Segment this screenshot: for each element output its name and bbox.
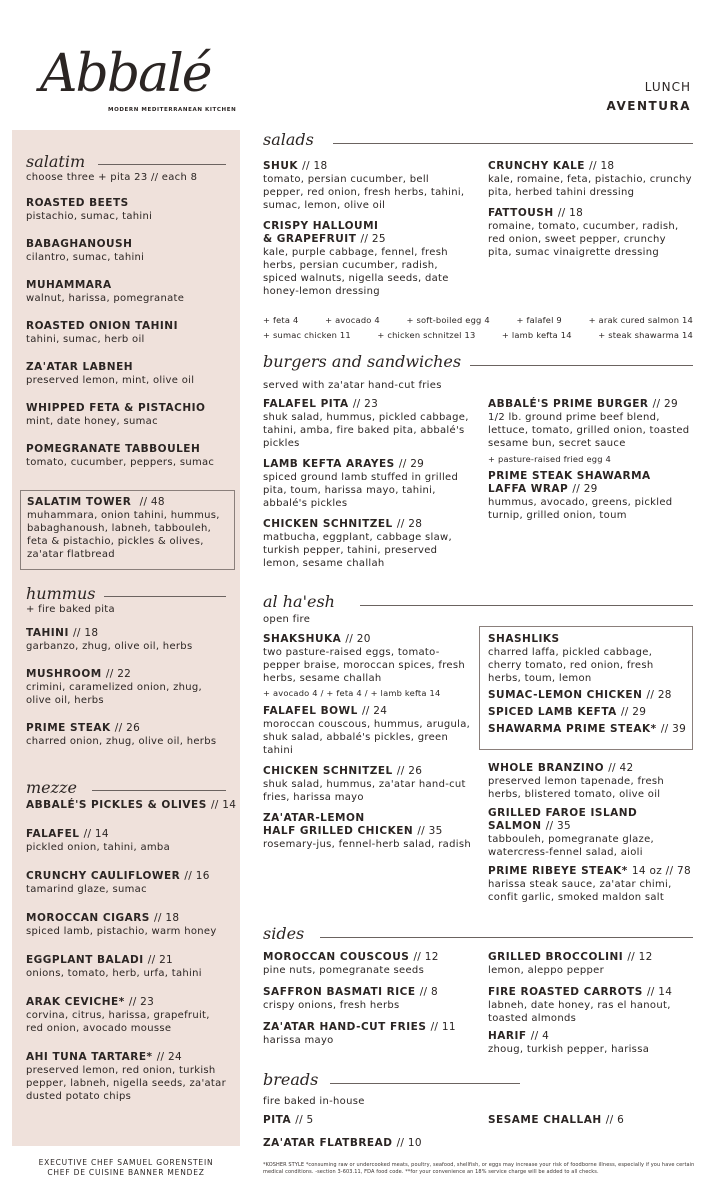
item-title: PRIME RIBEYE STEAK* bbox=[488, 865, 628, 877]
item-price: // 39 bbox=[660, 723, 687, 735]
item-title: SHAWARMA PRIME STEAK* bbox=[488, 723, 657, 735]
item-name bbox=[263, 398, 473, 411]
menu-item bbox=[26, 1051, 231, 1103]
menu-item bbox=[263, 812, 473, 851]
addon: + arak cured salmon 14 bbox=[588, 315, 693, 325]
item-title: LAMB KEFTA ARAYES bbox=[263, 458, 395, 470]
item-desc: moroccan couscous, hummus, arugula, shuk salad, abbalé's pickles, green tahini bbox=[263, 719, 471, 756]
menu-item bbox=[263, 765, 473, 804]
left-panel bbox=[12, 130, 240, 1146]
menu-item bbox=[263, 951, 478, 977]
item-name bbox=[263, 518, 473, 531]
item-name bbox=[263, 951, 478, 964]
item-name bbox=[26, 668, 226, 681]
section-heading-hummus: hummus bbox=[26, 584, 96, 603]
item-price: // 18 bbox=[557, 207, 584, 219]
menu-item bbox=[263, 633, 473, 699]
item-price: // 18 bbox=[154, 912, 180, 924]
meal-name: LUNCH bbox=[644, 80, 691, 94]
shashlik-option bbox=[488, 706, 684, 719]
item-title: SALMON bbox=[488, 820, 542, 832]
item-title: ABBALÉ'S PICKLES & OLIVES bbox=[26, 799, 207, 811]
salatim-section bbox=[26, 152, 226, 469]
item-title: FATTOUSH bbox=[488, 207, 554, 219]
section-heading-alhaesh: al ha'esh bbox=[263, 592, 335, 611]
item-name bbox=[26, 722, 226, 735]
meal-header bbox=[607, 78, 691, 116]
item-title: ARAK CEVICHE* bbox=[26, 996, 125, 1008]
menu-item bbox=[263, 160, 473, 212]
item-title: FALAFEL BOWL bbox=[263, 705, 358, 717]
item-desc: tamarind glaze, sumac bbox=[26, 884, 147, 895]
item-name bbox=[488, 762, 693, 775]
item-name-line2 bbox=[263, 825, 473, 838]
menu-item bbox=[488, 807, 693, 859]
item-name bbox=[263, 765, 473, 778]
section-heading-breads: breads bbox=[263, 1070, 319, 1089]
alhaesh-note: open fire bbox=[263, 614, 311, 625]
item-price: // 24 bbox=[361, 705, 388, 717]
item-title: HALF GRILLED CHICKEN bbox=[263, 825, 414, 837]
menu-item bbox=[26, 799, 237, 812]
item-title: CHICKEN SCHNITZEL bbox=[263, 518, 393, 530]
item-name bbox=[27, 496, 228, 509]
item-desc: shuk salad, hummus, za'atar hand-cut fries, harissa mayo bbox=[263, 779, 466, 803]
item-desc: matbucha, eggplant, cabbage slaw, turkish pepper, tahini, preserved lemon, sesame challah bbox=[263, 532, 453, 569]
item-price: // 14 bbox=[646, 986, 673, 998]
legal-disclaimer: *KOSHER STYLE *consuming raw or undercooked meats, poultry, seafood, shellfish, or eggs may increase your risk of foodborne illness, especially if you have certain medical conditions. -section 3-603.11, FDA food code. **for your convenience an 18% service charge will be added to all checks. bbox=[263, 1162, 695, 1175]
menu-item bbox=[263, 220, 473, 298]
tower-name: SALATIM TOWER bbox=[27, 496, 132, 508]
item-price: // 24 bbox=[156, 1051, 182, 1063]
menu-item bbox=[488, 160, 693, 199]
sides-heading-row bbox=[263, 924, 304, 943]
menu-item bbox=[263, 986, 478, 1012]
shashlik-option bbox=[488, 723, 687, 736]
item-title: SESAME CHALLAH bbox=[488, 1114, 602, 1126]
item-desc: mint, date honey, sumac bbox=[26, 416, 158, 427]
alhaesh-left-col bbox=[263, 633, 473, 851]
item-price: // 21 bbox=[147, 954, 174, 966]
item-name bbox=[26, 799, 237, 812]
item-title: FALAFEL PITA bbox=[263, 398, 349, 410]
item-price: // 29 bbox=[652, 398, 678, 410]
menu-item bbox=[488, 470, 693, 522]
menu-item bbox=[26, 402, 226, 428]
addon: + avocado 4 bbox=[325, 315, 380, 325]
item-name: GRILLED FAROE ISLAND bbox=[488, 807, 638, 819]
menu-item bbox=[263, 518, 473, 570]
item-price: // 22 bbox=[105, 668, 132, 680]
item-title: GRILLED BROCCOLINI bbox=[488, 951, 624, 963]
addon: + chicken schnitzel 13 bbox=[377, 330, 476, 340]
item-title: PITA bbox=[263, 1114, 292, 1126]
item-price: // 12 bbox=[627, 951, 653, 963]
item-name bbox=[263, 705, 473, 718]
item-price: // 26 bbox=[396, 765, 423, 777]
item-name bbox=[488, 1030, 693, 1043]
menu-item bbox=[26, 238, 226, 264]
item-desc: harissa mayo bbox=[263, 1035, 334, 1046]
item-name bbox=[263, 633, 473, 646]
item-desc: charred laffa, pickled cabbage, cherry tomato, red onion, fresh herbs, toum, lemon bbox=[488, 647, 654, 684]
item-name-line2 bbox=[488, 820, 693, 833]
alhaesh-heading-row bbox=[263, 592, 335, 611]
menu-item bbox=[26, 361, 226, 387]
item-title: FALAFEL bbox=[26, 828, 80, 840]
section-heading-mezze: mezze bbox=[26, 778, 77, 797]
item-title: SUMAC-LEMON CHICKEN bbox=[488, 689, 643, 701]
item-desc: tahini, sumac, herb oil bbox=[26, 334, 145, 345]
item-price: // 23 bbox=[128, 996, 155, 1008]
heading-rule bbox=[333, 143, 693, 144]
item-name bbox=[488, 951, 693, 964]
item-desc: pistachio, sumac, tahini bbox=[26, 211, 153, 222]
menu-item bbox=[488, 207, 693, 259]
menu-item bbox=[26, 443, 226, 469]
item-name bbox=[26, 627, 226, 640]
item-price: // 29 bbox=[398, 458, 425, 470]
heading-rule bbox=[98, 164, 226, 165]
item-addon: + avocado 4 / + feta 4 / + lamb kefta 14 bbox=[263, 688, 441, 698]
addon: + feta 4 bbox=[263, 315, 299, 325]
item-name: MUHAMMARA bbox=[26, 279, 112, 291]
breads-heading-row bbox=[263, 1070, 318, 1089]
item-title: HARIF bbox=[488, 1030, 527, 1042]
item-name bbox=[26, 954, 231, 967]
item-title: CHICKEN SCHNITZEL bbox=[263, 765, 393, 777]
menu-item bbox=[488, 865, 693, 904]
menu-item bbox=[26, 197, 226, 223]
heading-rule bbox=[360, 605, 693, 606]
item-price: // 29 bbox=[572, 483, 598, 495]
item-desc: romaine, tomato, cucumber, radish, red onion, sweet pepper, crunchy pita, sumac vinaigrette dressing bbox=[488, 221, 679, 258]
menu-item bbox=[26, 912, 231, 938]
logo-tagline: MODERN MEDITERRANEAN KITCHEN bbox=[108, 107, 237, 113]
item-price: // 16 bbox=[184, 870, 210, 882]
item-name bbox=[26, 828, 231, 841]
item-title: MOROCCAN COUSCOUS bbox=[263, 951, 410, 963]
menu-item bbox=[488, 986, 693, 1025]
item-title: MOROCCAN CIGARS bbox=[26, 912, 150, 924]
menu-item bbox=[263, 1021, 478, 1047]
item-name: ROASTED ONION TAHINI bbox=[26, 320, 178, 332]
item-desc: walnut, harissa, pomegranate bbox=[26, 293, 185, 304]
menu-item bbox=[26, 320, 226, 346]
logo-wordmark: Abbalé bbox=[40, 44, 211, 104]
item-desc: rosemary-jus, fennel-herb salad, radish bbox=[263, 839, 471, 850]
item-name bbox=[263, 458, 473, 471]
item-desc: preserved lemon, mint, olive oil bbox=[26, 375, 195, 386]
shashlik-option bbox=[488, 689, 684, 702]
item-price: // 23 bbox=[352, 398, 379, 410]
shashliks-box bbox=[479, 626, 693, 750]
heading-rule bbox=[92, 790, 226, 791]
burgers-heading-row bbox=[263, 352, 461, 371]
item-price: // 12 bbox=[413, 951, 439, 963]
item-title: CRUNCHY CAULIFLOWER bbox=[26, 870, 181, 882]
burgers-left-col bbox=[263, 398, 473, 570]
item-name bbox=[263, 160, 473, 173]
addon: + steak shawarma 14 bbox=[598, 330, 693, 340]
section-heading-burgers: burgers and sandwiches bbox=[263, 352, 462, 371]
heading-rule bbox=[104, 596, 226, 597]
item-desc: preserved lemon tapenade, fresh herbs, blistered tomato, olive oil bbox=[488, 776, 665, 800]
item-title: SHAKSHUKA bbox=[263, 633, 342, 645]
item-name: CRISPY HALLOUMI bbox=[263, 220, 379, 232]
breads-left-col bbox=[263, 1114, 478, 1150]
item-desc: kale, purple cabbage, fennel, fresh herbs, persian cucumber, radish, spiced walnuts, nigella seeds, date honey-lemon dressing bbox=[263, 247, 449, 297]
menu-item bbox=[26, 828, 231, 854]
menu-item bbox=[26, 996, 231, 1035]
menu-item bbox=[488, 1114, 693, 1127]
item-name bbox=[488, 207, 693, 220]
breads-note: fire baked in-house bbox=[263, 1096, 365, 1107]
item-price: // 42 bbox=[608, 762, 634, 774]
item-name bbox=[26, 996, 231, 1009]
addon: + soft-boiled egg 4 bbox=[406, 315, 490, 325]
item-price: // 18 bbox=[73, 627, 99, 639]
item-desc: 1/2 lb. ground prime beef blend, lettuce, tomato, grilled onion, toasted sesame bun, secret sauce bbox=[488, 412, 690, 449]
item-title: CRUNCHY KALE bbox=[488, 160, 585, 172]
item-desc: tomato, persian cucumber, bell pepper, red onion, fresh herbs, tahini, sumac, lemon, olive oil bbox=[263, 174, 465, 211]
menu-item bbox=[488, 951, 693, 977]
item-desc: onions, tomato, herb, urfa, tahini bbox=[26, 968, 202, 979]
menu-item bbox=[263, 1137, 478, 1150]
item-name bbox=[488, 160, 693, 173]
item-title: ZA'ATAR HAND-CUT FRIES bbox=[263, 1021, 427, 1033]
item-title: & GRAPEFRUIT bbox=[263, 233, 357, 245]
item-name: SHASHLIKS bbox=[488, 633, 560, 645]
item-title: SAFFRON BASMATI RICE bbox=[263, 986, 416, 998]
item-desc: lemon, aleppo pepper bbox=[488, 965, 604, 976]
item-desc: muhammara, onion tahini, hummus, babaghanoush, labneh, tabbouleh, feta & pistachio, pickles & olives, za'atar flatbread bbox=[27, 510, 220, 560]
section-heading-salads: salads bbox=[263, 130, 314, 149]
burgers-right-col bbox=[488, 398, 693, 522]
item-desc: shuk salad, hummus, pickled cabbage, tahini, amba, fire baked pita, abbalé's pickles bbox=[263, 412, 469, 449]
executive-chef: EXECUTIVE CHEF SAMUEL GORENSTEIN bbox=[38, 1158, 214, 1167]
menu-item bbox=[263, 1114, 478, 1127]
item-desc: tabbouleh, pomegranate glaze, watercress-fennel salad, aioli bbox=[488, 834, 655, 858]
item-name bbox=[488, 986, 693, 999]
item-desc: preserved lemon, red onion, turkish pepper, labneh, nigella seeds, za'atar dusted potato chips bbox=[26, 1065, 226, 1102]
menu-item bbox=[26, 722, 226, 748]
item-name: ZA'ATAR-LEMON bbox=[263, 812, 365, 824]
item-addon: + pasture-raised fried egg 4 bbox=[488, 454, 612, 464]
item-title: TAHINI bbox=[26, 627, 69, 639]
item-price: // 20 bbox=[345, 633, 371, 645]
item-name bbox=[263, 1021, 478, 1034]
item-desc: pine nuts, pomegranate seeds bbox=[263, 965, 425, 976]
addon: + falafel 9 bbox=[516, 315, 562, 325]
menu-item bbox=[488, 1030, 693, 1056]
item-price: // 6 bbox=[605, 1114, 625, 1126]
section-heading-salatim: salatim bbox=[26, 152, 86, 171]
item-name bbox=[488, 398, 693, 411]
item-price: // 35 bbox=[417, 825, 443, 837]
menu-item bbox=[263, 458, 473, 510]
sides-right-col bbox=[488, 951, 693, 1056]
chef-credits bbox=[12, 1158, 240, 1178]
menu-item bbox=[488, 762, 693, 801]
item-title: FIRE ROASTED CARROTS bbox=[488, 986, 643, 998]
sides-left-col bbox=[263, 951, 478, 1047]
salad-addons-row1 bbox=[263, 314, 693, 326]
item-name bbox=[488, 865, 693, 878]
brand-logo bbox=[40, 44, 237, 120]
item-desc: crimini, caramelized onion, zhug, olive oil, herbs bbox=[26, 682, 203, 706]
location-name: AVENTURA bbox=[606, 99, 691, 113]
heading-rule bbox=[320, 937, 693, 938]
item-price: // 25 bbox=[360, 233, 386, 245]
item-title: ABBALÉ'S PRIME BURGER bbox=[488, 398, 649, 410]
item-name bbox=[26, 912, 231, 925]
item-name bbox=[263, 986, 478, 999]
item-name: WHIPPED FETA & PISTACHIO bbox=[26, 402, 206, 414]
item-desc: crispy onions, fresh herbs bbox=[263, 1000, 400, 1011]
item-desc: spiced ground lamb stuffed in grilled pita, toum, harissa mayo, tahini, abbalé's pickles bbox=[263, 472, 459, 509]
heading-rule bbox=[330, 1083, 520, 1084]
item-desc: tomato, cucumber, peppers, sumac bbox=[26, 457, 215, 468]
item-desc: harissa steak sauce, za'atar chimi, confit garlic, smoked maldon salt bbox=[488, 879, 672, 903]
item-name-line2 bbox=[263, 233, 473, 246]
item-name: ZA'ATAR LABNEH bbox=[26, 361, 134, 373]
menu-item bbox=[488, 398, 693, 465]
chef-de-cuisine: CHEF DE CUISINE BANNER MENDEZ bbox=[47, 1168, 205, 1177]
item-name: PRIME STEAK SHAWARMA bbox=[488, 470, 651, 482]
item-price: // 10 bbox=[396, 1137, 422, 1149]
item-price: // 5 bbox=[295, 1114, 314, 1126]
item-desc: corvina, citrus, harissa, grapefruit, red onion, avocado mousse bbox=[26, 1010, 210, 1034]
item-price: // 35 bbox=[545, 820, 571, 832]
item-name-line2 bbox=[488, 483, 693, 496]
item-price: // 14 bbox=[210, 799, 237, 811]
item-title: SHUK bbox=[263, 160, 299, 172]
menu-item bbox=[26, 870, 231, 896]
item-desc: zhoug, turkish pepper, harissa bbox=[488, 1044, 650, 1055]
item-desc: hummus, avocado, greens, pickled turnip, grilled onion, toum bbox=[488, 497, 673, 521]
item-desc: cilantro, sumac, tahini bbox=[26, 252, 145, 263]
hummus-note: + fire baked pita bbox=[26, 604, 115, 615]
item-desc: two pasture-raised eggs, tomato-pepper braise, moroccan spices, fresh herbs, sesame challah bbox=[263, 647, 465, 684]
item-name bbox=[26, 870, 231, 883]
item-price: 14 oz // 78 bbox=[631, 865, 691, 877]
item-desc: pickled onion, tahini, amba bbox=[26, 842, 171, 853]
item-name: POMEGRANATE TABBOULEH bbox=[26, 443, 201, 455]
menu-item bbox=[26, 627, 226, 653]
item-title: LAFFA WRAP bbox=[488, 483, 569, 495]
item-price: // 8 bbox=[419, 986, 438, 998]
item-title: WHOLE BRANZINO bbox=[488, 762, 605, 774]
item-title: ZA'ATAR FLATBREAD bbox=[263, 1137, 393, 1149]
section-heading-sides: sides bbox=[263, 924, 305, 943]
burgers-note: served with za'atar hand-cut fries bbox=[263, 380, 442, 391]
item-title: MUSHROOM bbox=[26, 668, 102, 680]
item-title: SPICED LAMB KEFTA bbox=[488, 706, 617, 718]
item-price: // 11 bbox=[430, 1021, 456, 1033]
item-desc: charred onion, zhug, olive oil, herbs bbox=[26, 736, 217, 747]
menu-item bbox=[26, 279, 226, 305]
item-price: // 28 bbox=[396, 518, 423, 530]
item-price: // 18 bbox=[302, 160, 328, 172]
item-price: // 26 bbox=[114, 722, 141, 734]
hummus-section bbox=[26, 584, 226, 748]
item-price: // 14 bbox=[83, 828, 109, 840]
menu-item bbox=[26, 954, 231, 980]
alhaesh-right-col bbox=[488, 762, 693, 904]
addon: + sumac chicken 11 bbox=[263, 330, 351, 340]
addon: + lamb kefta 14 bbox=[501, 330, 572, 340]
salads-right-col bbox=[488, 160, 693, 259]
menu-item bbox=[263, 398, 473, 450]
item-desc: spiced lamb, pistachio, warm honey bbox=[26, 926, 217, 937]
salad-addons-row2 bbox=[263, 329, 693, 341]
menu-item bbox=[26, 668, 226, 707]
salads-heading-row bbox=[263, 130, 314, 149]
item-name: BABAGHANOUSH bbox=[26, 238, 133, 250]
item-price: // 18 bbox=[589, 160, 615, 172]
heading-rule bbox=[470, 365, 693, 366]
item-desc: garbanzo, zhug, olive oil, herbs bbox=[26, 641, 193, 652]
item-title: EGGPLANT BALADI bbox=[26, 954, 144, 966]
salads-left-col bbox=[263, 160, 473, 298]
mezze-section bbox=[26, 778, 237, 1103]
item-desc: labneh, date honey, ras el hanout, toasted almonds bbox=[488, 1000, 671, 1024]
item-desc: kale, romaine, feta, pistachio, crunchy pita, herbed tahini dressing bbox=[488, 174, 692, 198]
menu-item bbox=[263, 705, 473, 757]
salatim-note: choose three + pita 23 // each 8 bbox=[26, 172, 198, 183]
item-price: // 4 bbox=[530, 1030, 550, 1042]
tower-price: // 48 bbox=[139, 496, 165, 508]
salatim-tower-box bbox=[20, 490, 235, 570]
item-price: // 28 bbox=[646, 689, 672, 701]
item-price: // 29 bbox=[620, 706, 647, 718]
item-name: ROASTED BEETS bbox=[26, 197, 129, 209]
item-title: PRIME STEAK bbox=[26, 722, 111, 734]
item-title: AHI TUNA TARTARE* bbox=[26, 1051, 153, 1063]
breads-right-col bbox=[488, 1114, 693, 1127]
item-name bbox=[26, 1051, 231, 1064]
